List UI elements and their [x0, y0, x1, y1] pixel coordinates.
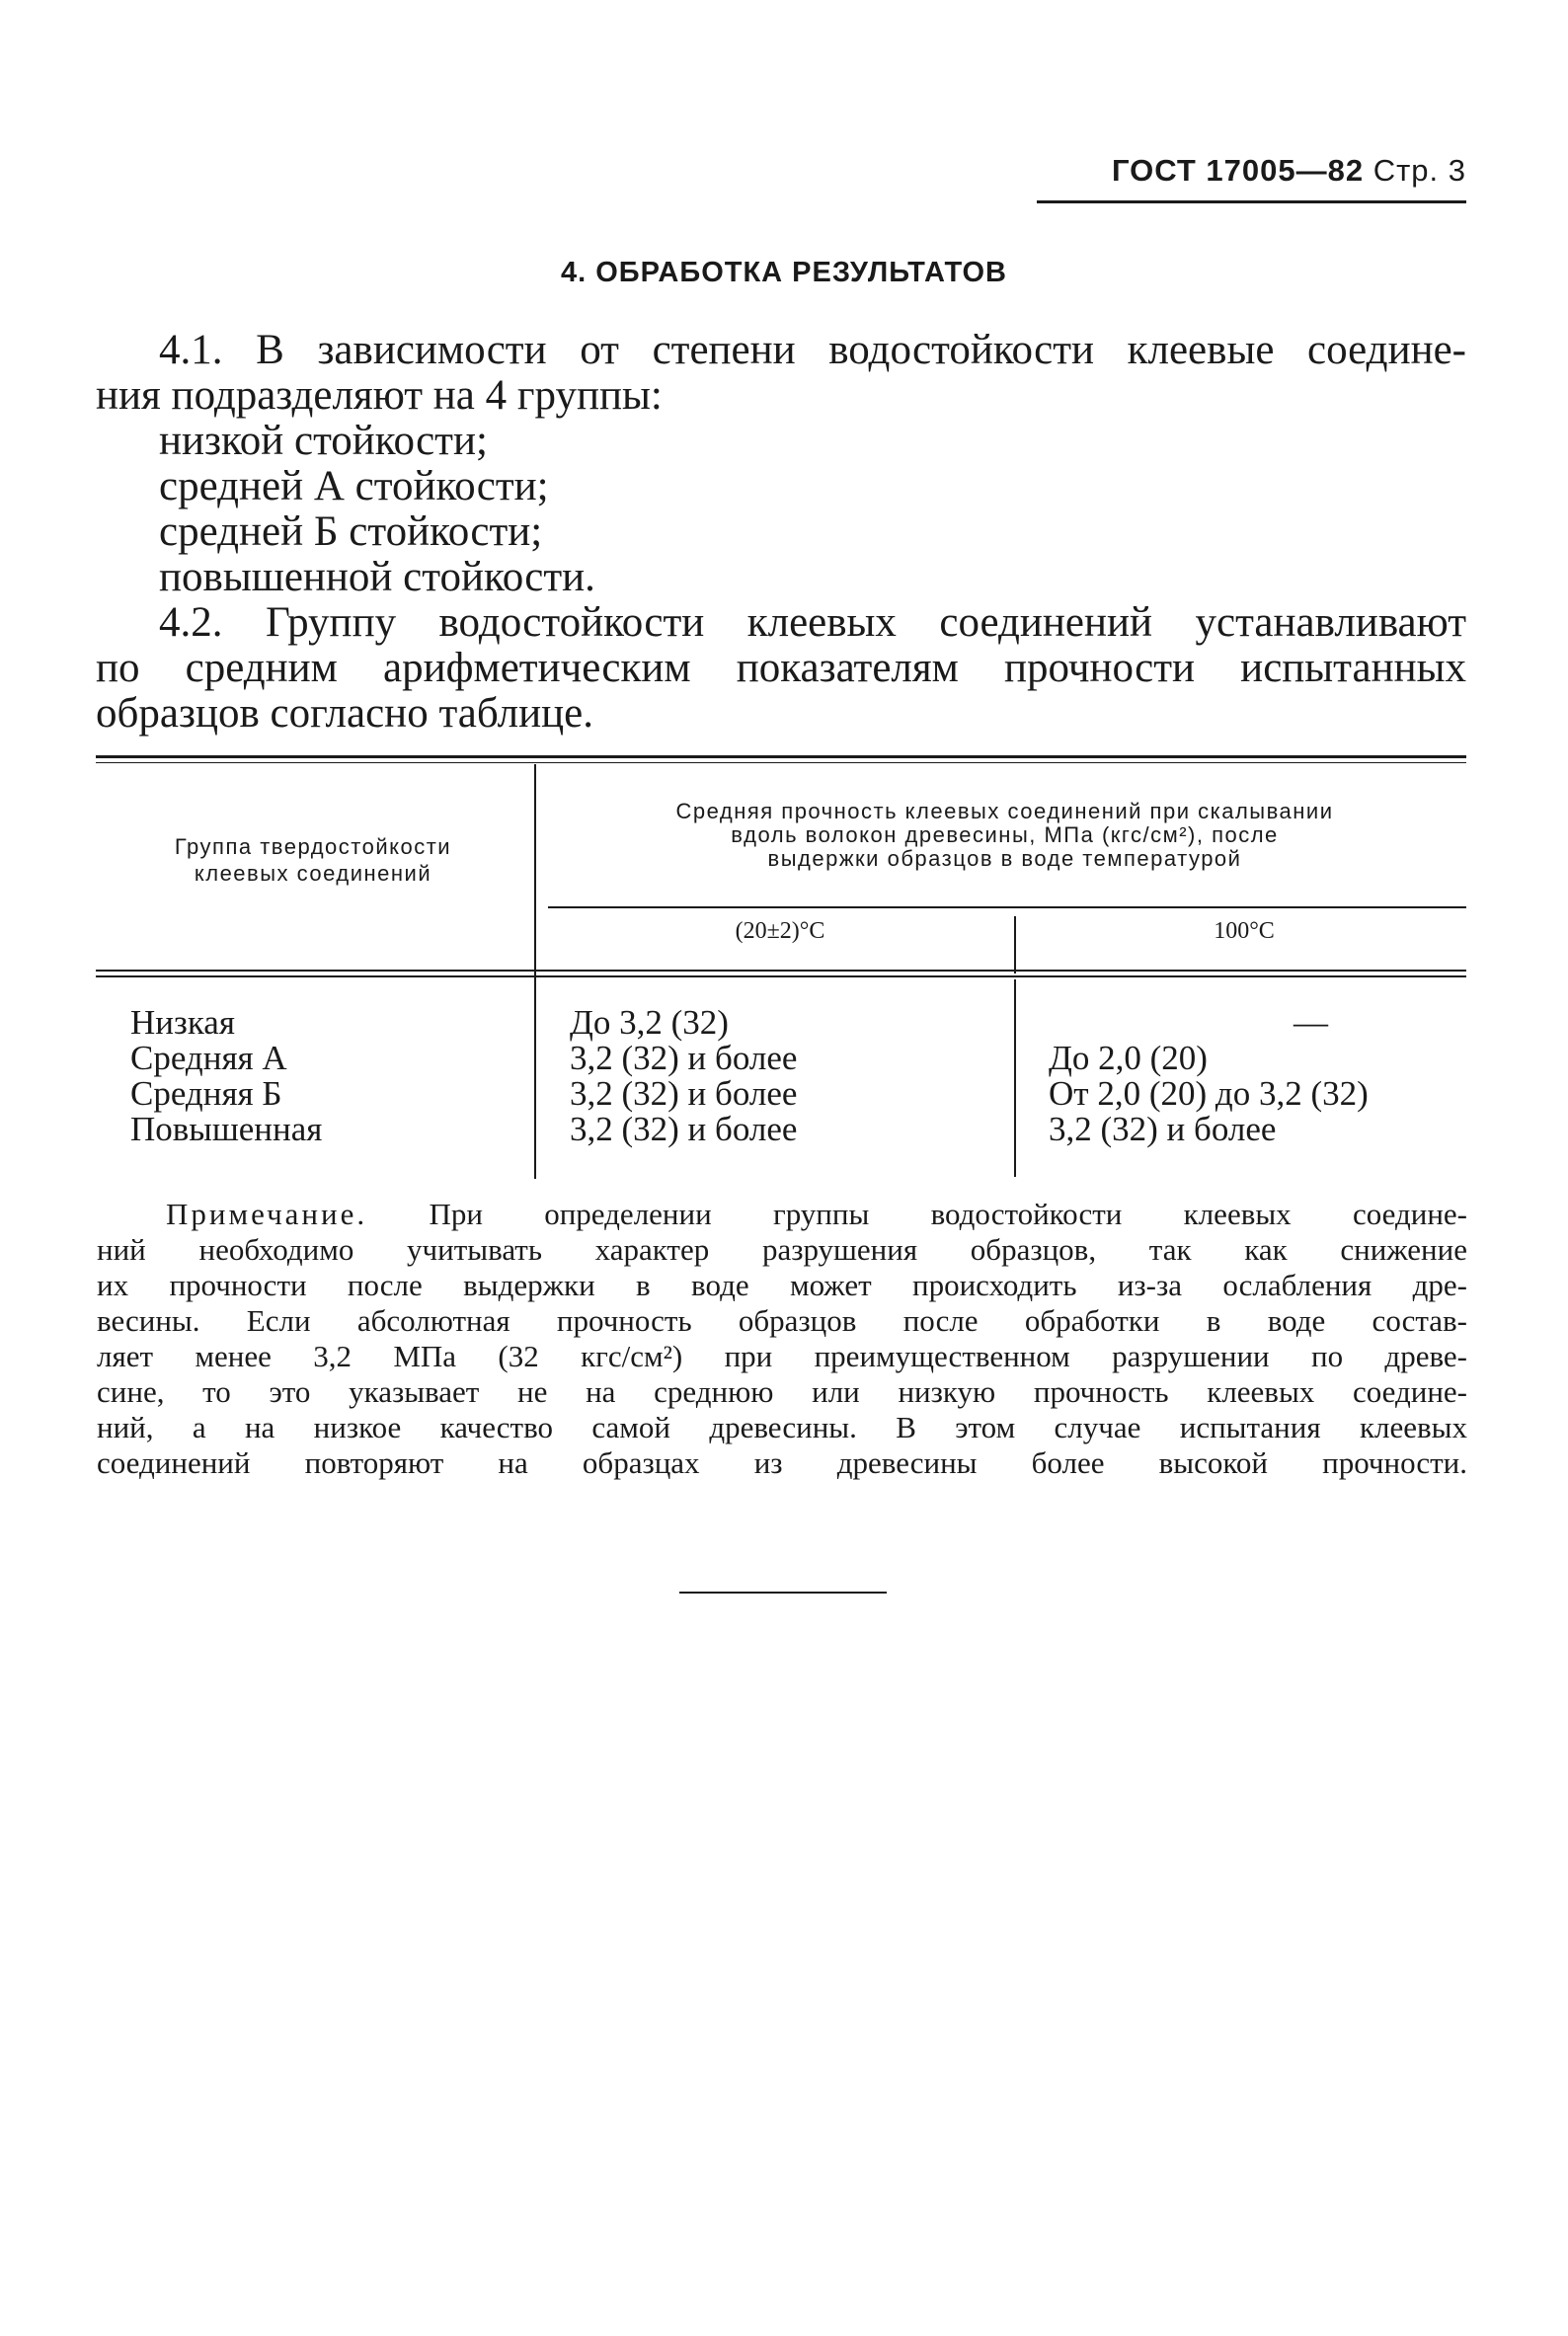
- column-header-strength: [548, 800, 1461, 871]
- list-item: низкой стойкости;: [159, 418, 488, 464]
- paragraph-4-2: [96, 600, 1466, 737]
- note-line-first: [166, 1197, 1467, 1232]
- table-cell: 3,2 (32) и более: [570, 1110, 798, 1148]
- table-cell: 3,2 (32) и более: [570, 1074, 798, 1113]
- note-line: весины. Если абсолютная прочность образцов после обработки в воде состав-: [97, 1303, 1467, 1338]
- column-header-group: [96, 833, 530, 887]
- table-cell: До 3,2 (32): [570, 1003, 729, 1042]
- note-line: сине, то это указывает не на среднюю или низкую прочность клеевых соедине-: [97, 1374, 1467, 1409]
- note-text: При определении группы водостойкости клеевых соедине-: [429, 1197, 1467, 1231]
- column-header-line: вдоль волокон древесины, МПа (кгс/см²), после: [731, 822, 1279, 847]
- running-header: [1037, 153, 1466, 189]
- table-subheader-rule: [548, 906, 1466, 908]
- note-line: ний, а на низкое качество самой древесины. В этом случае испытания клеевых: [97, 1410, 1467, 1444]
- paragraph-line: образцов согласно таблице.: [96, 690, 593, 737]
- note-line: их прочности после выдержки в воде может происходить из-за ослабления дре-: [97, 1268, 1467, 1302]
- subheader-100c: 100°С: [1214, 918, 1275, 944]
- standard-number: ГОСТ 17005—82: [1111, 153, 1365, 188]
- subheader-20c: (20±2)°С: [735, 918, 825, 944]
- page-number: Стр. 3: [1372, 153, 1466, 188]
- table-cell: До 2,0 (20): [1049, 1039, 1208, 1077]
- table-header-rule: [96, 970, 1466, 972]
- column-header-line: выдержки образцов в воде температурой: [767, 846, 1242, 871]
- paragraph-line: 4.2. Группу водостойкости клеевых соединений устанавливают: [159, 599, 1466, 646]
- header-rule: [1037, 200, 1466, 203]
- paragraph-line: 4.1. В зависимости от степени водостойкости клеевые соедине-: [159, 327, 1466, 373]
- table-column-divider: [534, 764, 536, 1179]
- column-header-line: Группа твердостойкости: [174, 834, 452, 859]
- table-column-20c: [570, 1005, 1004, 1147]
- table-column-100c: [1049, 1005, 1466, 1147]
- paragraph-4-1: [96, 328, 1466, 600]
- column-header-line: клеевых соединений: [194, 861, 432, 886]
- paragraph-line: по средним арифметическим показателям прочности испытанных: [96, 645, 1466, 691]
- table-cell: Низкая: [130, 1003, 235, 1042]
- note-line: ний необходимо учитывать характер разрушения образцов, так как снижение: [97, 1232, 1467, 1267]
- table-top-rule-thin: [96, 762, 1466, 763]
- paragraph-line: ния подразделяют на 4 группы:: [96, 372, 663, 419]
- table-subheader-divider: [1014, 916, 1016, 973]
- table-cell: Средняя Б: [130, 1074, 282, 1113]
- list-item: средней А стойкости;: [159, 463, 549, 509]
- table-cell: —: [1294, 1003, 1328, 1042]
- end-rule: [679, 1592, 887, 1594]
- column-header-line: Средняя прочность клеевых соединений при скалывании: [675, 799, 1334, 823]
- table-top-rule: [96, 755, 1466, 758]
- list-item: средней Б стойкости;: [159, 508, 543, 555]
- table-cell: От 2,0 (20) до 3,2 (32): [1049, 1074, 1369, 1113]
- note-line: ляет менее 3,2 МПа (32 кгс/см²) при преимущественном разрушении по древе-: [97, 1339, 1467, 1373]
- note-label: Примечание.: [166, 1197, 368, 1231]
- table-cell: 3,2 (32) и более: [1049, 1110, 1277, 1148]
- table-cell: Средняя А: [130, 1039, 287, 1077]
- section-title: 4. ОБРАБОТКА РЕЗУЛЬТАТОВ: [560, 257, 1008, 288]
- table-header-rule-double: [96, 975, 1466, 977]
- list-item: повышенной стойкости.: [159, 554, 595, 600]
- table-cell: 3,2 (32) и более: [570, 1039, 798, 1077]
- note-block: [97, 1197, 1467, 1481]
- table-body-divider: [1014, 979, 1016, 1177]
- table-cell: Повышенная: [130, 1110, 323, 1148]
- table-column-group: [130, 1005, 525, 1147]
- note-line: соединений повторяют на образцах из древесины более высокой прочности.: [97, 1445, 1467, 1480]
